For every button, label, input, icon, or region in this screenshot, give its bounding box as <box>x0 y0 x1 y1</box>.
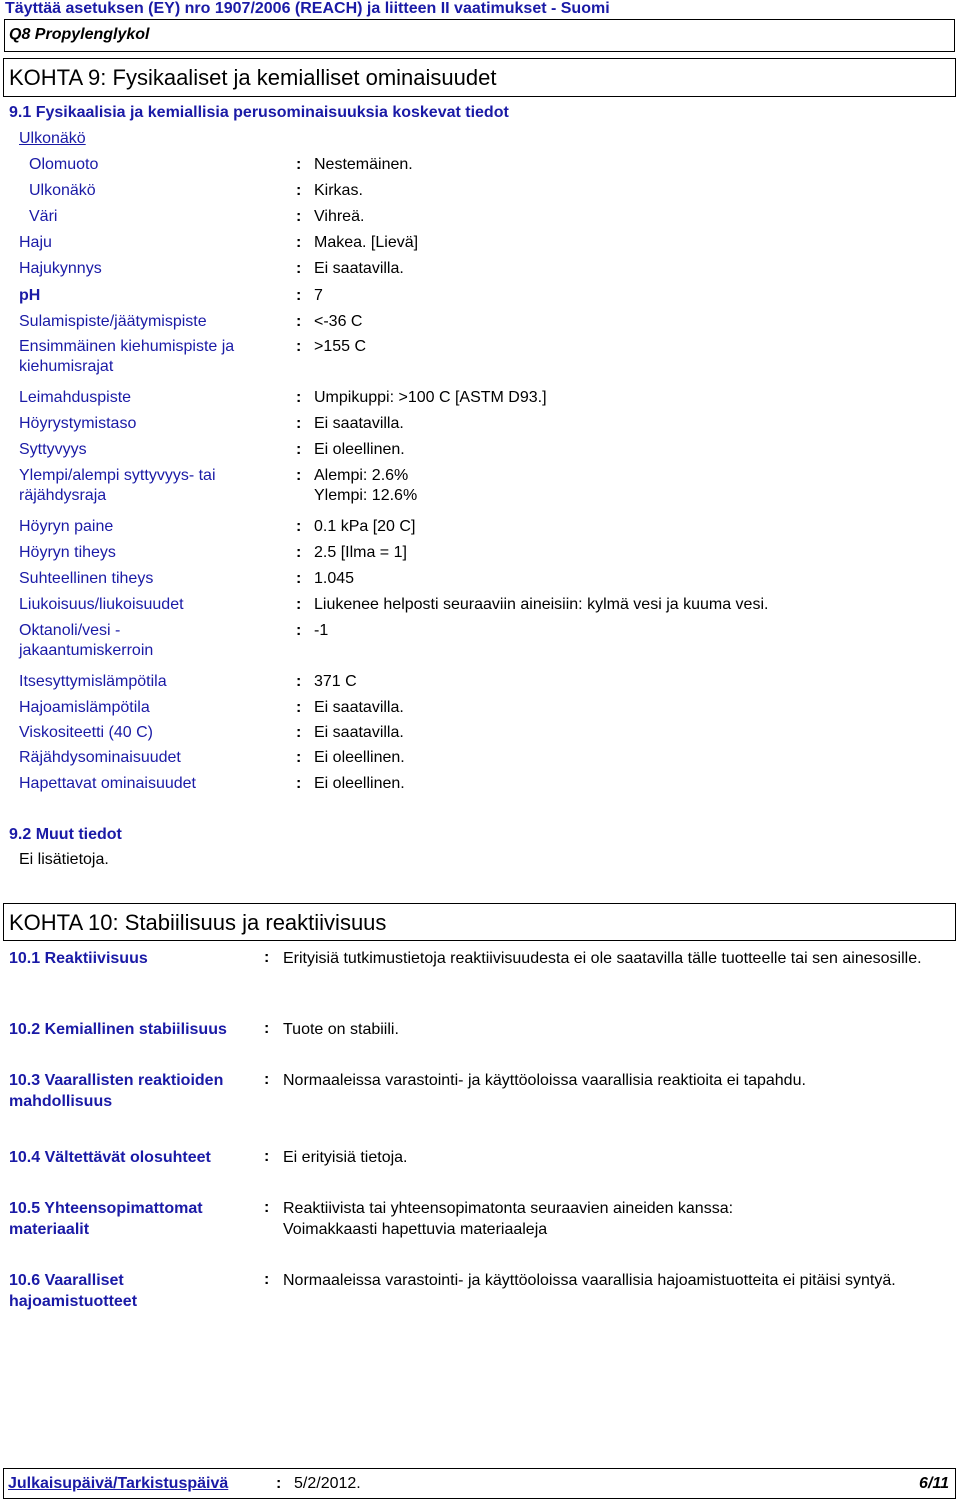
reactivity-value: Tuote on stabiili. <box>283 1021 399 1038</box>
property-label: Sulamispiste/jäätymispiste <box>19 313 207 330</box>
property-value: Ei saatavilla. <box>314 724 404 741</box>
property-value: -1 <box>314 622 329 639</box>
subsection-9-1-title: 9.1 Fysikaalisia ja kemiallisia perusominaisuuksia koskevat tiedot <box>9 104 509 121</box>
reactivity-label: 10.5 Yhteensopimattomat materiaalit <box>9 1200 203 1238</box>
property-colon: : <box>296 338 302 355</box>
property-label: Leimahduspiste <box>19 389 132 406</box>
property-colon: : <box>296 415 302 432</box>
section-9-title: KOHTA 9: Fysikaaliset ja kemialliset ominaisuudet <box>9 65 497 90</box>
property-value: <-36 C <box>314 313 363 330</box>
property-colon: : <box>296 673 302 690</box>
reactivity-value-secondary: Voimakkaasti hapettuvia materiaaleja <box>283 1221 548 1238</box>
reactivity-value: Normaaleissa varastointi- ja käyttöoloissa vaarallisia hajoamistuotteita ei pitäisi syntyä. <box>283 1272 896 1289</box>
property-colon: : <box>296 260 302 277</box>
property-label: Syttyvyys <box>19 441 87 458</box>
reactivity-value: Erityisiä tutkimustietoja reaktiivisuudesta ei ole saatavilla tälle tuotteelle tai sen ainesosille. <box>283 950 922 967</box>
property-label: Höyryn tiheys <box>19 544 116 561</box>
reactivity-colon: : <box>264 1020 270 1037</box>
property-colon: : <box>296 156 302 173</box>
property-colon: : <box>296 596 302 613</box>
property-label: Ensimmäinen kiehumispiste ja kiehumisrajat <box>19 338 235 375</box>
reactivity-colon: : <box>264 1071 270 1088</box>
property-label: Ylempi/alempi syttyvyys- tai räjähdysraja <box>19 467 216 504</box>
reactivity-colon: : <box>264 1199 270 1216</box>
property-colon: : <box>296 699 302 716</box>
property-value: 0.1 kPa [20 C] <box>314 518 416 535</box>
reactivity-colon: : <box>264 1148 270 1165</box>
property-label: Hajukynnys <box>19 260 102 277</box>
section-9-header <box>3 58 956 97</box>
property-label: Höyrystymistaso <box>19 415 137 432</box>
property-colon: : <box>296 467 302 484</box>
property-label: Haju <box>19 234 52 251</box>
property-value: Vihreä. <box>314 208 365 225</box>
property-label: Hapettavat ominaisuudet <box>19 775 196 792</box>
property-colon: : <box>296 518 302 535</box>
property-colon: : <box>296 724 302 741</box>
reactivity-value: Ei erityisiä tietoja. <box>283 1149 408 1166</box>
property-label: Itsesyttymislämpötila <box>19 673 167 690</box>
property-value: Ei oleellinen. <box>314 775 405 792</box>
property-value: >155 C <box>314 338 367 355</box>
subsection-9-2-title: 9.2 Muut tiedot <box>9 826 122 843</box>
property-colon: : <box>296 544 302 561</box>
property-label: Viskositeetti (40 C) <box>19 724 153 741</box>
other-info-text: Ei lisätietoja. <box>19 851 109 868</box>
property-value: 2.5 [Ilma = 1] <box>314 544 407 561</box>
section-10-header <box>3 903 956 941</box>
property-colon: : <box>296 313 302 330</box>
footer <box>3 1468 956 1499</box>
page-number: 6/11 <box>919 1475 949 1492</box>
product-name: Q8 Propylenglykol <box>9 26 150 43</box>
property-value: Ei oleellinen. <box>314 441 405 458</box>
property-label: Oktanoli/vesi - jakaantumiskerroin <box>19 622 154 659</box>
property-value: Makea. [Lievä] <box>314 234 419 251</box>
reactivity-value: Reaktiivista tai yhteensopimatonta seuraavien aineiden kanssa: <box>283 1200 734 1217</box>
property-value: 371 C <box>314 673 357 690</box>
property-colon: : <box>296 570 302 587</box>
property-colon: : <box>296 775 302 792</box>
appearance-heading: Ulkonäkö <box>19 130 86 147</box>
property-colon: : <box>296 234 302 251</box>
footer-date-label: Julkaisupäivä/Tarkistuspäivä <box>8 1475 229 1492</box>
property-colon: : <box>296 208 302 225</box>
property-colon: : <box>296 749 302 766</box>
property-value: Kirkas. <box>314 182 363 199</box>
property-label: Räjähdysominaisuudet <box>19 749 181 766</box>
property-label: Olomuoto <box>29 156 99 173</box>
property-colon: : <box>296 287 302 304</box>
property-value: Ei saatavilla. <box>314 699 404 716</box>
property-colon: : <box>296 622 302 639</box>
reactivity-label: 10.6 Vaaralliset hajoamistuotteet <box>9 1272 138 1310</box>
property-colon: : <box>296 441 302 458</box>
property-label: Höyryn paine <box>19 518 114 535</box>
regulation-header: Täyttää asetuksen (EY) nro 1907/2006 (REACH) ja liitteen II vaatimukset - Suomi <box>5 0 610 17</box>
property-value: 1.045 <box>314 570 355 587</box>
property-value: Ei saatavilla. <box>314 415 404 432</box>
reactivity-label: 10.3 Vaarallisten reaktioiden mahdollisuus <box>9 1072 224 1110</box>
property-value: Alempi: 2.6% <box>314 467 409 484</box>
reactivity-value: Normaaleissa varastointi- ja käyttöoloissa vaarallisia reaktioita ei tapahdu. <box>283 1072 806 1089</box>
footer-date-value: 5/2/2012. <box>294 1475 361 1492</box>
reactivity-label: 10.2 Kemiallinen stabiilisuus <box>9 1021 227 1038</box>
property-label: Suhteellinen tiheys <box>19 570 154 587</box>
property-label: Väri <box>29 208 58 225</box>
property-label: pH <box>19 287 41 304</box>
product-box <box>4 19 955 52</box>
property-label: Liukoisuus/liukoisuudet <box>19 596 184 613</box>
footer-colon: : <box>276 1475 282 1492</box>
property-colon: : <box>296 389 302 406</box>
property-value: Ei oleellinen. <box>314 749 405 766</box>
property-value: Liukenee helposti seuraaviin aineisiin: kylmä vesi ja kuuma vesi. <box>314 596 769 613</box>
reactivity-label: 10.1 Reaktiivisuus <box>9 950 148 967</box>
reactivity-colon: : <box>264 949 270 966</box>
reactivity-colon: : <box>264 1271 270 1288</box>
property-label: Hajoamislämpötila <box>19 699 150 716</box>
property-value-secondary: Ylempi: 12.6% <box>314 487 418 504</box>
section-10-title: KOHTA 10: Stabiilisuus ja reaktiivisuus <box>9 910 387 935</box>
property-label: Ulkonäkö <box>29 182 96 199</box>
property-value: Umpikuppi: >100 C [ASTM D93.] <box>314 389 547 406</box>
property-colon: : <box>296 182 302 199</box>
property-value: Ei saatavilla. <box>314 260 404 277</box>
reactivity-label: 10.4 Vältettävät olosuhteet <box>9 1149 211 1166</box>
property-value: Nestemäinen. <box>314 156 413 173</box>
property-value: 7 <box>314 287 323 304</box>
